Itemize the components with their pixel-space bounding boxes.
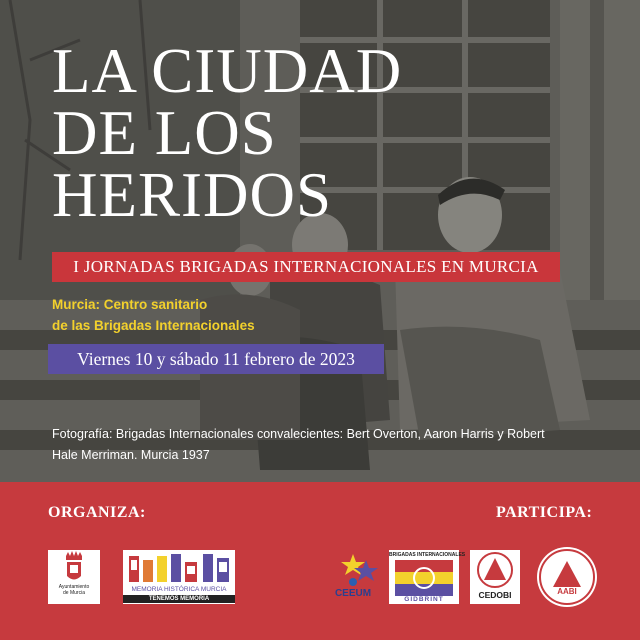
participa-label: PARTICIPA: bbox=[496, 504, 593, 521]
sponsors-footer bbox=[0, 482, 640, 640]
title-line-2: DE LOS bbox=[52, 98, 277, 168]
cedobi-star-icon bbox=[470, 550, 520, 590]
poster-title bbox=[52, 36, 572, 230]
subtitle-line-2: de las Brigadas Internacionales bbox=[52, 318, 255, 333]
cedobi-name: CEDOBI bbox=[478, 590, 512, 600]
memoria-historica-murcia-logo bbox=[123, 550, 235, 604]
event-name-band: I JORNADAS BRIGADAS INTERNACIONALES EN MURCIA bbox=[52, 252, 560, 282]
photo-caption: Fotografía: Brigadas Internacionales convalecientes: Bert Overton, Aaron Harris y Robert Hale Merriman. Murcia 1937 bbox=[52, 427, 545, 462]
mhm-mark-icon bbox=[123, 550, 235, 586]
location-subtitle bbox=[52, 294, 255, 336]
ceeum-logo bbox=[328, 550, 378, 604]
gidbrint-name: GIDBRINT bbox=[404, 596, 444, 603]
ceeum-name: CEEUM bbox=[334, 588, 372, 599]
ceeum-stars-icon bbox=[328, 550, 378, 590]
ayuntamiento-line-1: Ayuntamiento bbox=[58, 584, 90, 590]
organiza-label: ORGANIZA: bbox=[48, 504, 146, 521]
mhm-line-2: TENEMOS MEMORIA bbox=[123, 595, 235, 603]
cedobi-logo bbox=[470, 550, 520, 604]
mhm-line-1: MEMORIA HISTÓRICA MURCIA bbox=[131, 586, 227, 593]
subtitle-line-1: Murcia: Centro sanitario bbox=[52, 297, 208, 312]
ayuntamiento-line-2: de Murcia bbox=[63, 590, 85, 596]
gidbrint-logo bbox=[389, 550, 466, 604]
aabi-triangle-icon bbox=[537, 547, 597, 607]
aabi-logo bbox=[537, 547, 597, 607]
ayuntamiento-murcia-logo bbox=[48, 550, 100, 604]
gidbrint-emblem-icon bbox=[389, 558, 459, 598]
title-line-1: LA CIUDAD bbox=[52, 36, 403, 106]
date-band: Viernes 10 y sábado 11 febrero de 2023 bbox=[48, 344, 384, 374]
title-line-3: HERIDOS bbox=[52, 160, 333, 230]
gidbrint-top: BRIGADAS INTERNACIONALES bbox=[389, 552, 466, 558]
aabi-name: AABI bbox=[557, 587, 577, 596]
